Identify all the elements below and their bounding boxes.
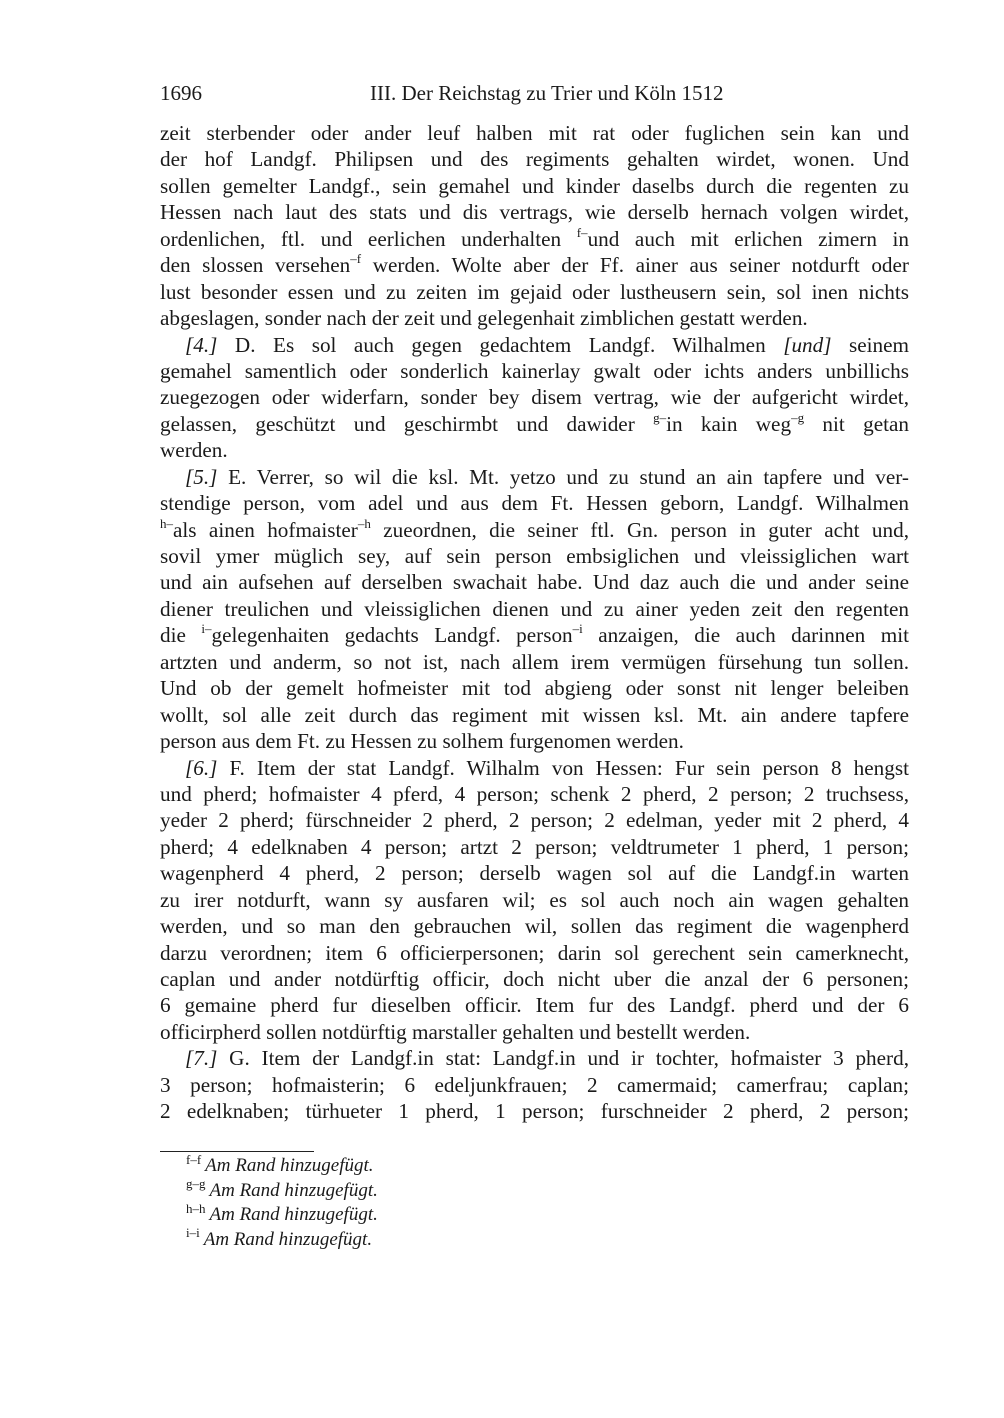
text-run: pherd; 4 edelknaben 4 person; artzt 2 person; veldtrumeter 1 pherd, 1 person; (160, 834, 909, 859)
text-run: zeit sterbender oder ander leuf halben mit rat oder fuglichen sein kan und (160, 121, 909, 145)
footnote-marker: –h (357, 515, 371, 531)
text-run: der hof Landgf. Philipsen und des regiments gehalten wirdet, wonen. Und (160, 147, 909, 172)
text-line (160, 1045, 909, 1071)
text-line (160, 305, 909, 331)
text-run: gelassen, geschützt und geschirmbt und dawider (160, 411, 654, 436)
body-text (160, 120, 909, 1125)
text-run: D. Es sol auch gegen gedachtem Landgf. Wilhalmen (217, 332, 784, 357)
text-line (160, 702, 909, 728)
footnote-text: Am Rand hinzugefügt. (205, 1155, 374, 1176)
text-run: abgeslagen, sonder nach der zeit und gelegenhait zimblichen gestatt werden. (160, 306, 808, 331)
footnotes (186, 1151, 378, 1252)
text-run: 6 gemaine pherd fur dieselben officir. Item fur des Landgf. pherd und der 6 (160, 993, 909, 1018)
page-header (160, 80, 910, 106)
text-run: ordenlichen, ftl. und eerlichen underhalten (160, 226, 577, 251)
text-run: sollen gemelter Landgf., sein gemahel und kinder daselbs durch die regenten zu (160, 173, 909, 198)
text-run: anzaigen, die auch darinnen mit (582, 623, 909, 648)
text-run: G. Item der Landgf.in stat: Landgf.in und ir tochter, hofmaister 3 pherd, (217, 1046, 909, 1071)
text-run: seinem (831, 332, 910, 357)
text-line (160, 1072, 909, 1098)
text-line (160, 199, 909, 225)
text-run: und pherd; hofmaister 4 pferd, 4 person; schenk 2 pherd, 2 person; 2 truchsess, (160, 781, 909, 806)
text-line (160, 226, 909, 252)
text-line (160, 1098, 909, 1124)
page-number: 1696 (160, 81, 202, 105)
section-number: [6.] (185, 755, 218, 780)
section-number: [7.] (185, 1046, 218, 1071)
section-number: [5.] (185, 464, 218, 489)
section-number: [4.] (185, 332, 218, 357)
text-line (160, 120, 909, 146)
footnote-marker: –i (572, 621, 583, 637)
text-line (160, 543, 909, 569)
text-line (160, 834, 909, 860)
footnote-text: Am Rand hinzugefügt. (209, 1179, 378, 1201)
text-run: Und ob der gemelt hofmeister mit tod abgieng oder sonst nit lenger beleiben (160, 676, 909, 701)
text-run: wagenpherd 4 pherd, 2 person; derselb wagen sol auf die Landgf.in warten (160, 861, 909, 886)
text-line (160, 437, 909, 463)
text-line (160, 411, 909, 437)
footnote-mark: g–g (186, 1176, 206, 1192)
text-line (160, 146, 909, 172)
text-run: 3 person; hofmaisterin; 6 edeljunkfrauen; 2 camermaid; camerfrau; caplan; (160, 1072, 909, 1097)
text-run: F. Item der stat Landgf. Wilhalm von Hessen: Fur sein person 8 hengst (217, 755, 909, 780)
text-run: werden, und so man den gebrauchen wil, sollen das regiment die wagenpherd (160, 914, 909, 939)
text-run: als ainen hofmaister (173, 517, 358, 542)
text-run: diener treulichen und vleissiglichen dienen und zu ainer yeden zeit den regenten (160, 596, 909, 621)
text-run: sovil ymer müglich sey, auf sein person embsiglichen und vleissiglichen wart (160, 544, 909, 568)
text-run: lust besonder essen und zu zeiten im gejaid oder lustheusern sein, sol inen nichts (160, 279, 909, 304)
text-run: stendige person, vom adel und aus dem Ft. Hessen geborn, Landgf. Wilhalmen (160, 491, 909, 516)
footnote-marker: –f (350, 251, 362, 267)
text-line (160, 913, 909, 939)
text-run: gelegenhaiten gedachts Landgf. person (211, 623, 573, 648)
text-line (160, 940, 909, 966)
text-line (160, 755, 909, 781)
text-line (160, 384, 909, 410)
text-line (160, 358, 909, 384)
text-run: nit getan (804, 411, 910, 436)
text-run: E. Verrer, so wil die ksl. Mt. yetzo und zu stund an ain tapfere und ver- (217, 464, 909, 489)
text-line (160, 490, 909, 516)
text-run: 2 edelknaben; türhueter 1 pherd, 1 person; furschneider 2 pherd, 2 person; (160, 1099, 909, 1124)
text-run: darzu verordnen; item 6 officierpersonen; darin sol gerechent sein camerknecht, (160, 940, 909, 965)
text-line (160, 807, 909, 833)
text-run: yeder 2 pherd; fürschneider 2 pherd, 2 person; 2 edelman, yeder mit 2 pherd, 4 (160, 808, 909, 833)
footnote-text: Am Rand hinzugefügt. (203, 1228, 373, 1250)
text-run: wollt, sol alle zeit durch das regiment mit wissen ksl. Mt. ain andere tapfere (160, 702, 909, 727)
text-run: in kain weg (666, 411, 792, 436)
text-line (160, 1019, 909, 1045)
text-run: und auch mit erlichen zimern in (587, 226, 909, 251)
footnote (186, 1225, 378, 1253)
text-line (160, 464, 909, 490)
footnote (186, 1176, 378, 1204)
footnote-marker: i– (201, 621, 212, 637)
text-run: werden. Wolte aber der Ff. ainer aus seiner notdurft oder (361, 253, 909, 278)
text-run: zuegezogen oder widerfarn, sonder bey disem vertrag, wie der aufgericht wirdet, (160, 385, 909, 410)
text-line (160, 173, 909, 199)
text-run: werden. (160, 438, 228, 463)
footnote (186, 1200, 378, 1228)
footnote-text: Am Rand hinzugefügt. (209, 1204, 378, 1225)
footnote-marker: g– (653, 409, 667, 425)
footnote-mark: i–i (186, 1225, 200, 1241)
text-line (160, 781, 909, 807)
text-run: gemahel samentlich oder sonderlich kainerlay gwalt oder ichts anders unbillichs (160, 358, 909, 383)
footnote-marker: –g (791, 409, 805, 425)
text-run: den slossen versehen (160, 253, 351, 278)
text-line (160, 622, 909, 648)
running-title: III. Der Reichstag zu Trier und Köln 1512 (370, 81, 724, 105)
footnote-divider (160, 1151, 314, 1152)
text-run: officirpherd sollen notdürftig marstaller gehalten und bestellt werden. (160, 1019, 751, 1044)
text-line (160, 279, 909, 305)
text-run: person aus dem Ft. zu Hessen zu solhem furgenomen werden. (160, 729, 684, 754)
text-run: Hessen nach laut des stats und dis vertrags, wie derselb hernach volgen wirdet, (160, 200, 909, 225)
footnote-marker: f– (576, 224, 588, 240)
text-run: artzten und anderm, so not ist, nach allem irem vermügen fürsehung tun sollen. (160, 649, 909, 674)
text-line (160, 728, 909, 754)
text-run: die (160, 623, 202, 648)
text-run: zu irer notdurft, wann sy ausfaren wil; es sol auch noch ain wagen gehalten (160, 887, 909, 912)
text-run: und ain aufsehen auf derselben swachait habe. Und daz auch die und ander seine (160, 570, 909, 595)
text-line (160, 887, 909, 913)
text-line (160, 517, 909, 543)
text-run: zueordnen, die seiner ftl. Gn. person in guter acht und, (370, 517, 909, 542)
footnote (186, 1151, 378, 1179)
text-line (160, 332, 909, 358)
text-line (160, 596, 909, 622)
section-number: [und] (783, 332, 832, 357)
text-line (160, 569, 909, 595)
text-line (160, 992, 909, 1018)
text-line (160, 966, 909, 992)
footnote-mark: h–h (186, 1200, 206, 1216)
text-line (160, 649, 909, 675)
text-line (160, 252, 909, 278)
footnote-mark: f–f (186, 1151, 202, 1167)
text-line (160, 860, 909, 886)
footnote-marker: h– (160, 515, 173, 531)
text-line (160, 675, 909, 701)
text-run: caplan und ander notdürftig officir, doch nicht uber die anzal der 6 personen; (160, 967, 909, 991)
